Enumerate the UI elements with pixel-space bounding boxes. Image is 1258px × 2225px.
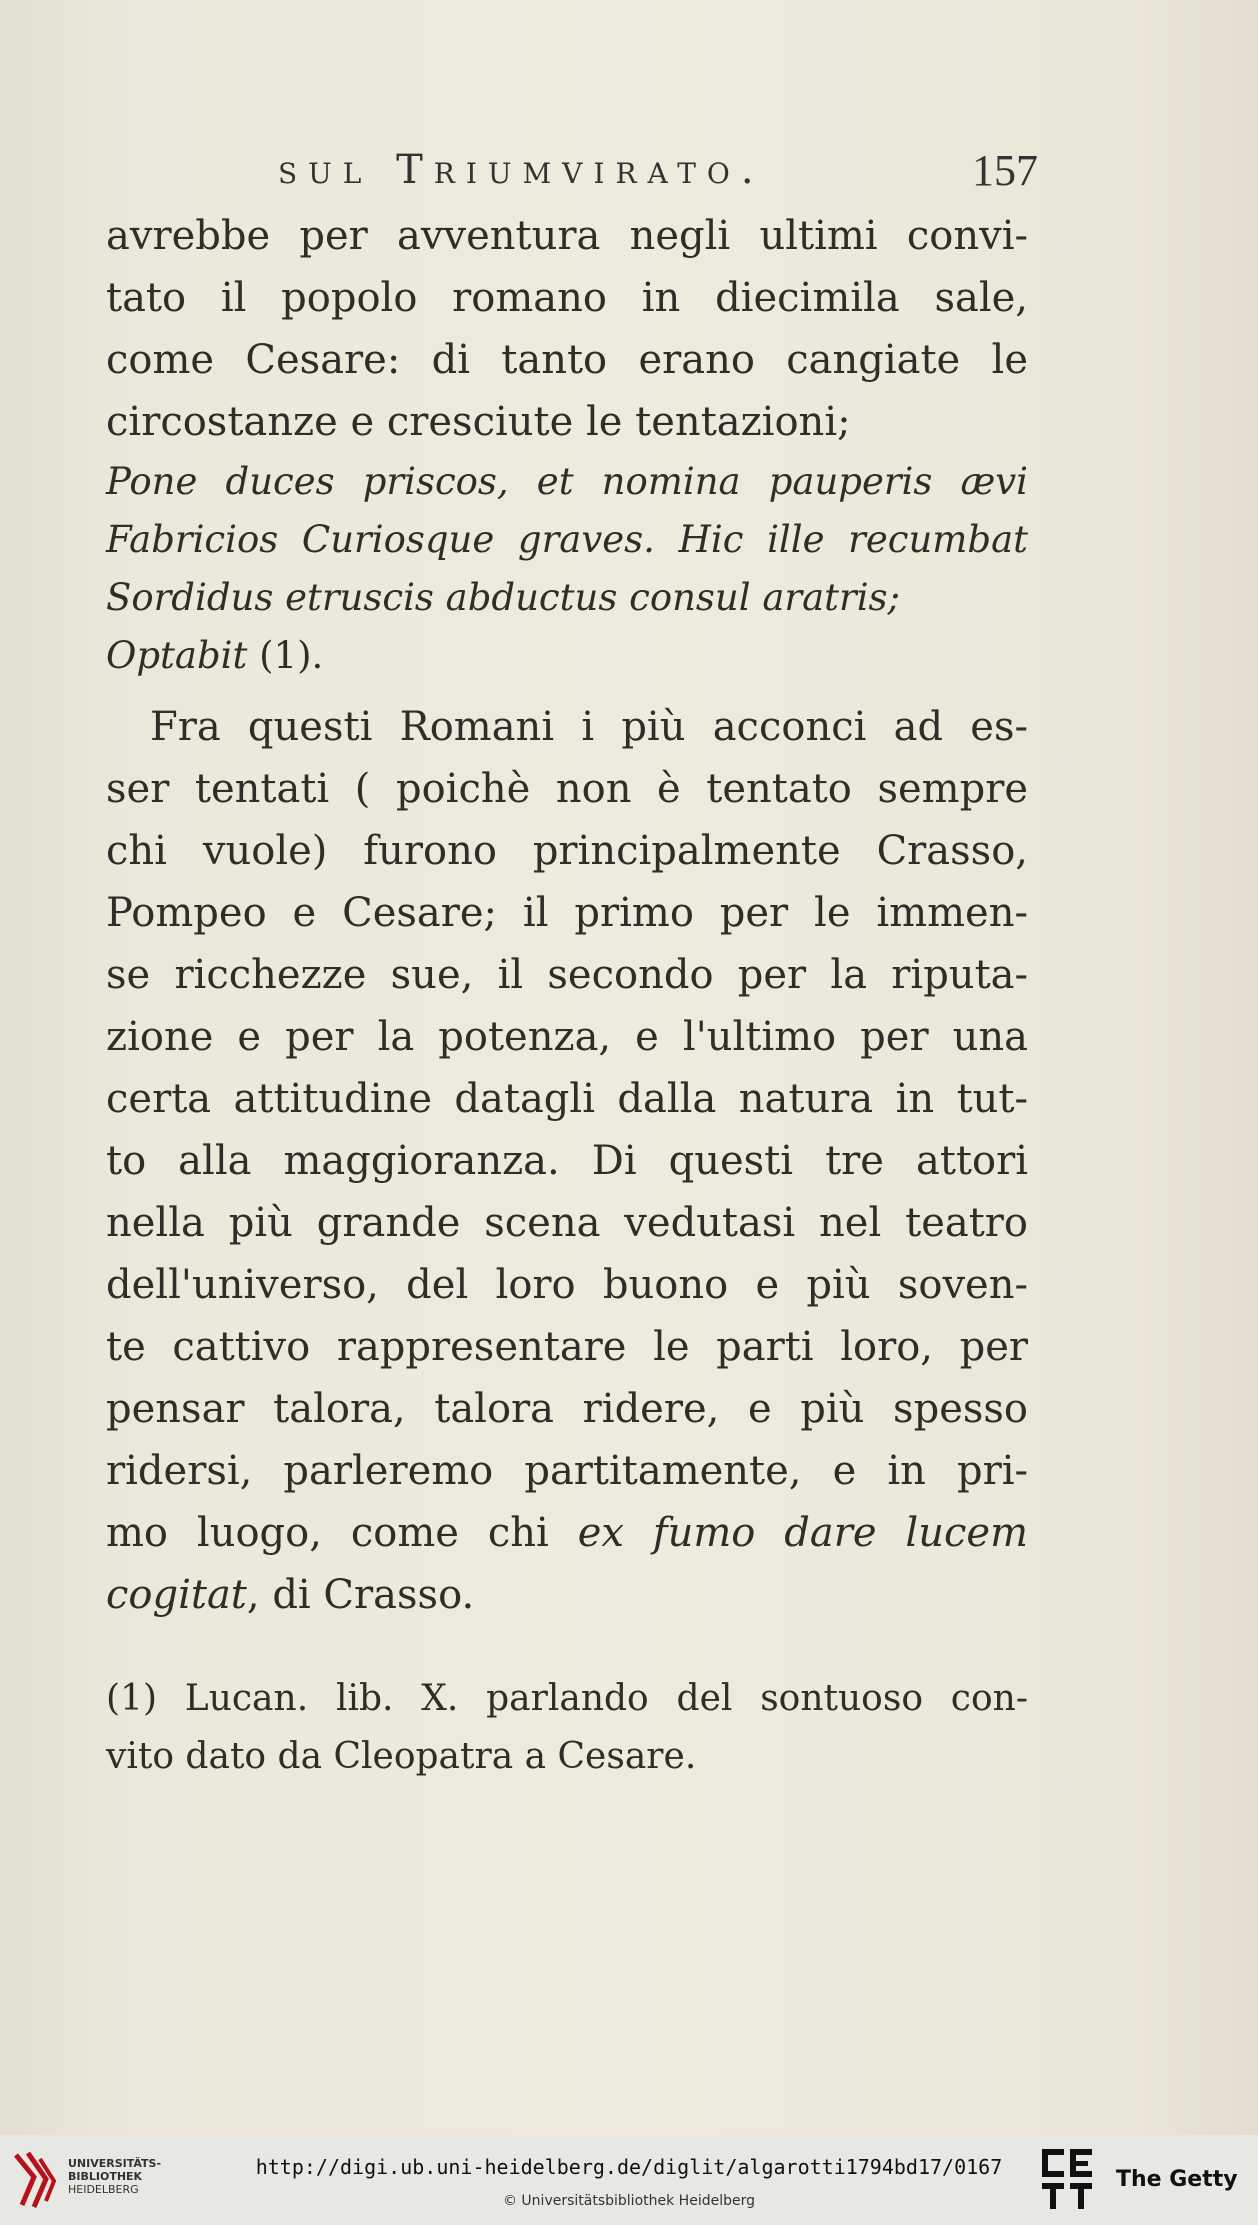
- footnote-line: (1) Lucan. lib. X. parlando del sontuoso con-: [106, 1678, 1028, 1719]
- viewer-footer: [0, 2135, 1258, 2225]
- text-line: to alla maggioranza. Di questi tre attori: [106, 1138, 1028, 1184]
- text-line: [106, 1502, 1028, 1564]
- text-line: nella più grande scena vedutasi nel teatro: [106, 1200, 1028, 1246]
- footnote: [106, 1670, 1028, 1786]
- text-line: te cattivo rappresentare le parti loro, per: [106, 1324, 1028, 1370]
- footnote-ref: (1).: [247, 634, 324, 677]
- getty-logo[interactable]: [1040, 2147, 1240, 2213]
- page-number: 157: [972, 146, 1038, 195]
- text-line: pensar talora, talora ridere, e più spesso: [106, 1386, 1028, 1432]
- text-roman: mo luogo, come chi: [106, 1510, 578, 1556]
- text-roman: , di Crasso.: [246, 1572, 475, 1618]
- text-line: avrebbe per avventura negli ultimi convi-: [106, 213, 1028, 259]
- paragraph-main: [106, 696, 1028, 1626]
- text-line: circostanze e cresciute le tentazioni;: [106, 399, 851, 445]
- verse-line: Pone duces priscos, et nomina pauperis ævi: [106, 460, 1028, 503]
- text-line: [106, 1564, 1028, 1626]
- text-line: dell'universo, del loro buono e più soven-: [106, 1262, 1028, 1308]
- verse-line: Sordidus etruscis abductus consul aratris;: [106, 576, 900, 619]
- text-line: tato il popolo romano in diecimila sale,: [106, 275, 1028, 321]
- verse-italic: Optabit: [106, 634, 248, 677]
- verse-line: Fabricios Curiosque graves. Hic ille recumbat: [106, 518, 1028, 561]
- permalink-url[interactable]: http://digi.ub.uni-heidelberg.de/diglit/algarotti1794bd17/0167: [255, 2155, 1003, 2179]
- text-line: Fra questi Romani i più acconci ad es-: [150, 704, 1028, 750]
- text-line: certa attitudine datagli dalla natura in tut-: [106, 1076, 1028, 1122]
- text-line: come Cesare: di tanto erano cangiate le: [106, 337, 1028, 383]
- library-name-line: HEIDELBERG: [68, 2183, 139, 2196]
- latin-verse-quote: [106, 453, 1028, 685]
- text-line: se ricchezze sue, il secondo per la riputa-: [106, 952, 1028, 998]
- running-title: sul Triumvirato.: [278, 147, 765, 193]
- text-line: Pompeo e Cesare; il primo per le immen-: [106, 890, 1028, 936]
- text-italic: cogitat: [106, 1572, 247, 1618]
- getty-name: The Getty: [1116, 2167, 1238, 2192]
- text-line: ser tentati ( poichè non è tentato sempre: [106, 766, 1028, 812]
- text-line: ridersi, parleremo partitamente, e in pri-: [106, 1448, 1028, 1494]
- library-name-line: BIBLIOTHEK: [68, 2170, 143, 2183]
- text-line: chi vuole) furono principalmente Crasso,: [106, 828, 1028, 874]
- verse-line: [106, 627, 1028, 685]
- page-header: [278, 145, 1038, 195]
- text-line: zione e per la potenza, e l'ultimo per una: [106, 1014, 1028, 1060]
- getty-mark-icon: [1040, 2147, 1096, 2213]
- copyright-text: © Universitätsbibliothek Heidelberg: [502, 2193, 755, 2209]
- text-italic: ex fumo dare lucem: [577, 1510, 1028, 1556]
- footnote-line: vito dato da Cleopatra a Cesare.: [106, 1736, 697, 1777]
- library-name-line: UNIVERSITÄTS-: [68, 2157, 162, 2170]
- paragraph-continuation: [106, 205, 1028, 453]
